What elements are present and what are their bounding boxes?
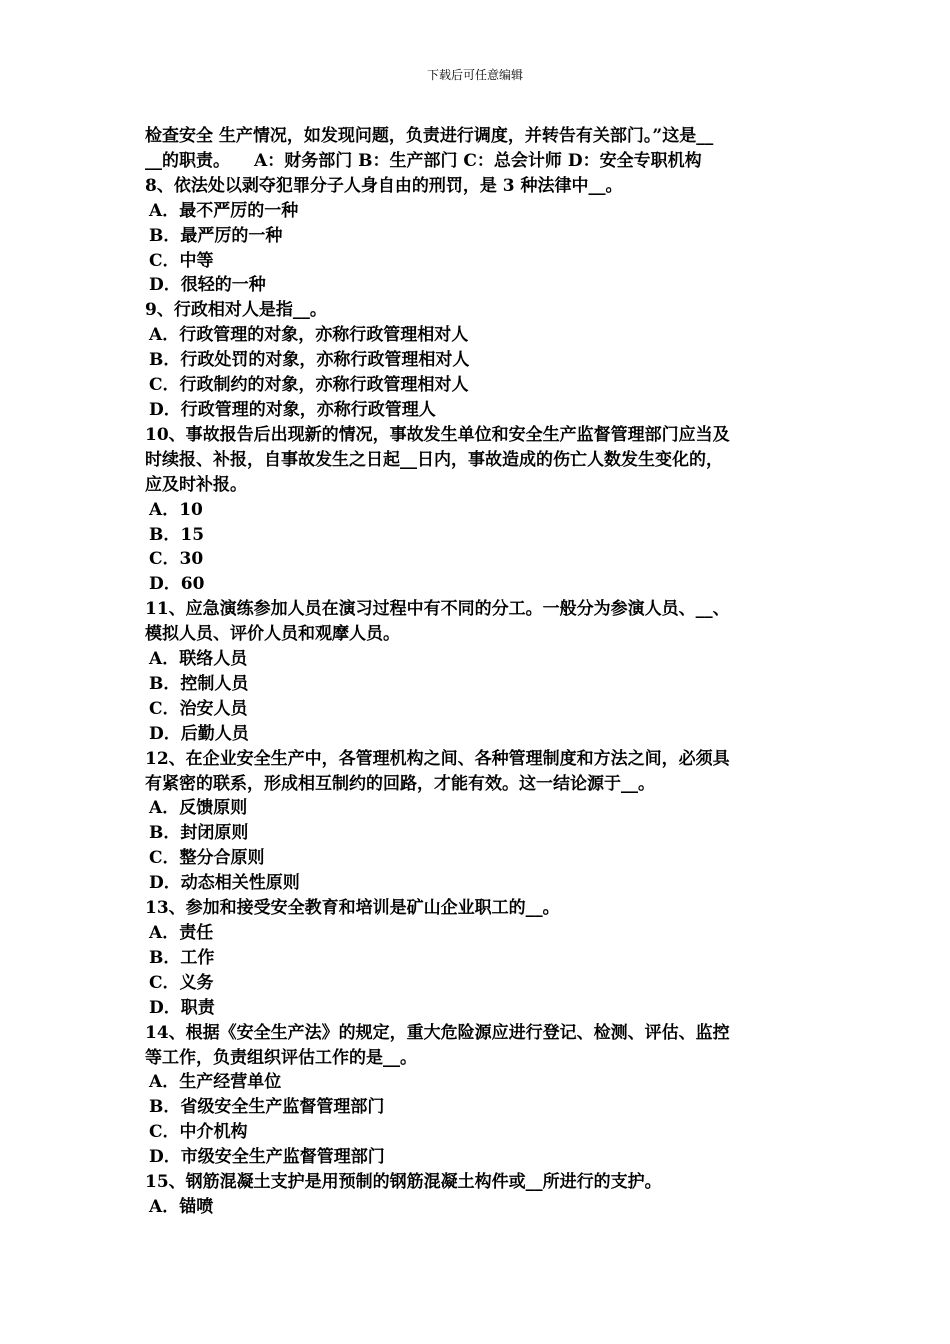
question-9 — [145, 298, 810, 423]
option-b: B．封闭原则 — [149, 823, 249, 844]
option-b: B．15 — [149, 524, 205, 545]
question-text: 有紧密的联系，形成相互制约的回路，才能有效。这一结论源于__。 — [145, 773, 655, 794]
question-11 — [145, 597, 810, 746]
question-text: 应及时补报。 — [145, 474, 247, 495]
option-a: A．10 — [149, 499, 203, 520]
question-text: 9、行政相对人是指__。 — [145, 300, 327, 321]
question-8 — [145, 174, 810, 299]
option-d: D．很轻的一种 — [149, 275, 266, 296]
option-d: D．行政管理的对象，亦称行政管理人 — [149, 399, 436, 420]
option-a: A．责任 — [149, 923, 214, 943]
intro-line-2-options: A：财务部门 B：生产部门 C：总会计师 D：安全专职机构 — [254, 150, 702, 171]
question-13 — [145, 896, 810, 1021]
option-d: D．60 — [149, 574, 205, 595]
option-b: B．控制人员 — [149, 673, 249, 694]
option-c: C．行政制约的对象，亦称行政管理相对人 — [149, 375, 469, 396]
question-text: 时续报、补报，自事故发生之日起__日内，事故造成的伤亡人数发生变化的， — [145, 449, 723, 470]
option-c: C．30 — [149, 549, 204, 570]
option-b: B．最严厉的一种 — [149, 225, 283, 246]
option-b: B．行政处罚的对象，亦称行政管理相对人 — [149, 350, 470, 371]
option-c: C．中等 — [149, 250, 214, 271]
question-text: 13、参加和接受安全教育和培训是矿山企业职工的__。 — [145, 898, 560, 919]
intro-line-2 — [145, 149, 810, 174]
option-d: D．动态相关性原则 — [149, 873, 300, 894]
option-a: A．最不严厉的一种 — [149, 200, 299, 221]
question-text: 12、在企业安全生产中，各管理机构之间、各种管理制度和方法之间，必须具 — [145, 748, 730, 769]
question-10 — [145, 423, 810, 597]
question-text: 15、钢筋混凝土支护是用预制的钢筋混凝土构件或__所进行的支护。 — [145, 1172, 662, 1193]
option-d: D．市级安全生产监督管理部门 — [149, 1147, 385, 1168]
page-header: 下载后可任意编辑 — [426, 68, 523, 82]
option-d: D．后勤人员 — [149, 723, 249, 744]
option-c: C．治安人员 — [149, 698, 248, 719]
question-text: 等工作，负责组织评估工作的是__。 — [145, 1047, 417, 1068]
question-text: 10、事故报告后出现新的情况，事故发生单位和安全生产监督管理部门应当及 — [145, 424, 730, 445]
question-text: 8、依法处以剥夺犯罪分子人身自由的刑罚，是 3 种法律中__。 — [145, 175, 623, 196]
option-a: A．锚喷 — [149, 1196, 214, 1217]
option-a: A．行政管理的对象，亦称行政管理相对人 — [149, 325, 469, 346]
document-body — [145, 124, 810, 1220]
option-b: B．省级安全生产监督管理部门 — [149, 1097, 385, 1118]
question-text: 14、根据《安全生产法》的规定，重大危险源应进行登记、检测、评估、监控 — [145, 1022, 730, 1043]
intro-line-1: 检查安全 生产情况，如发现问题，负责进行调度，并转告有关部门。”这是__ — [145, 126, 714, 146]
option-d: D．职责 — [149, 997, 215, 1018]
option-b: B．工作 — [149, 947, 215, 968]
question-text: 模拟人员、评价人员和观摩人员。 — [145, 624, 400, 645]
intro-line-2-start: __的职责。 — [145, 150, 230, 171]
option-c: C．义务 — [149, 972, 214, 993]
option-a: A．生产经营单位 — [149, 1072, 282, 1093]
question-text: 11、应急演练参加人员在演习过程中有不同的分工。一般分为参演人员、__、 — [145, 599, 730, 620]
option-c: C．中介机构 — [149, 1122, 248, 1143]
question-12 — [145, 747, 810, 896]
option-a: A．联络人员 — [149, 649, 248, 670]
question-15 — [145, 1170, 810, 1220]
option-c: C．整分合原则 — [149, 848, 265, 869]
option-a: A．反馈原则 — [149, 798, 248, 819]
question-14 — [145, 1021, 810, 1170]
